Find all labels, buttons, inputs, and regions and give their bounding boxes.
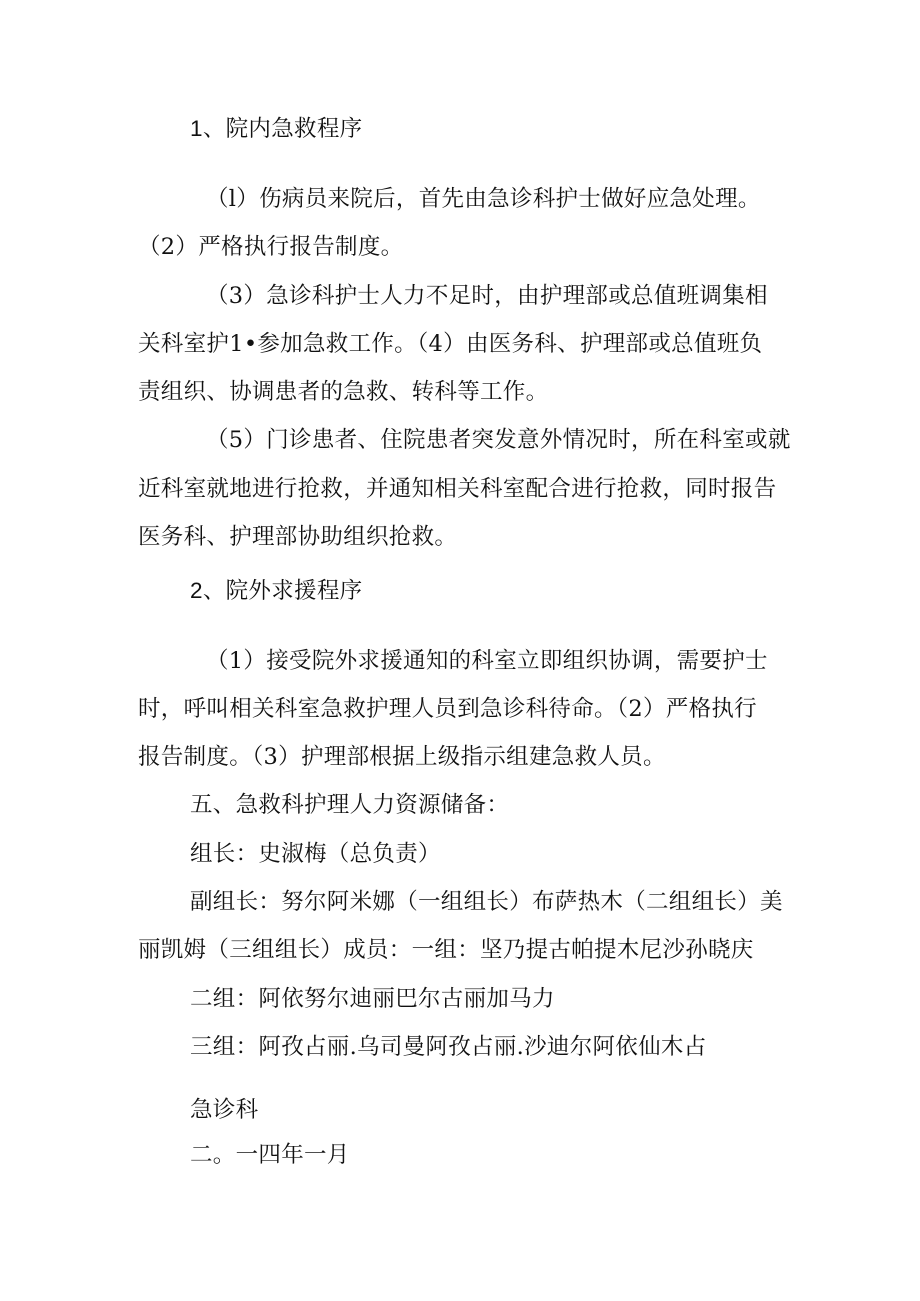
section5-group3: 三组：阿孜占丽.乌司曼阿孜占丽.沙迪尔阿依仙木占 [190, 1034, 707, 1060]
signature-date: 二。一四年一月 [190, 1142, 350, 1168]
signature-department: 急诊科 [190, 1097, 259, 1123]
section1-item3-line2: 关科室护1•参加急救工作。（4）由医务科、护理部或总值班负 [138, 331, 763, 357]
section1-item3-line3: 责组织、协调患者的急救、转科等工作。 [138, 379, 549, 405]
section5-group2: 二组：阿依努尔迪丽巴尔古丽加马力 [190, 986, 555, 1012]
section1-heading: 1、院内急救程序 [190, 116, 363, 141]
section5-heading: 五、急救科护理人力资源储备： [190, 792, 510, 818]
section1-item5-line1: （5）门诊患者、住院患者突发意外情况时，所在科室或就 [206, 427, 791, 453]
section2-heading: 2、院外求援程序 [190, 578, 363, 603]
section5-leader: 组长：史淑梅（总负责） [190, 841, 441, 867]
section1-item5-line2: 近科室就地进行抢救，并通知相关科室配合进行抢救，同时报告 [138, 476, 777, 502]
section1-item3-line1: （3）急诊科护士人力不足时，由护理部或总值班调集相 [206, 283, 768, 309]
section2-para-line3: 报告制度。（3）护理部根据上级指示组建急救人员。 [138, 744, 666, 770]
section2-para-line2: 时，呼叫相关科室急救护理人员到急诊科待命。（2）严格执行 [138, 696, 757, 722]
section2-para-line1: （1）接受院外求援通知的科室立即组织协调，需要护士 [206, 648, 768, 674]
section1-item5-line3: 医务科、护理部协助组织抢救。 [138, 524, 458, 550]
section1-item1: （l）伤病员来院后，首先由急诊科护士做好应急处理。 [206, 186, 761, 212]
section1-item2: （2）严格执行报告制度。 [138, 234, 404, 260]
section5-deputy-line2: 丽凯姆（三组组长）成员：一组：坚乃提古帕提木尼沙孙晓庆 [138, 937, 754, 963]
section5-deputy-line1: 副组长：努尔阿米娜（一组组长）布萨热木（二组组长）美 [190, 889, 783, 915]
